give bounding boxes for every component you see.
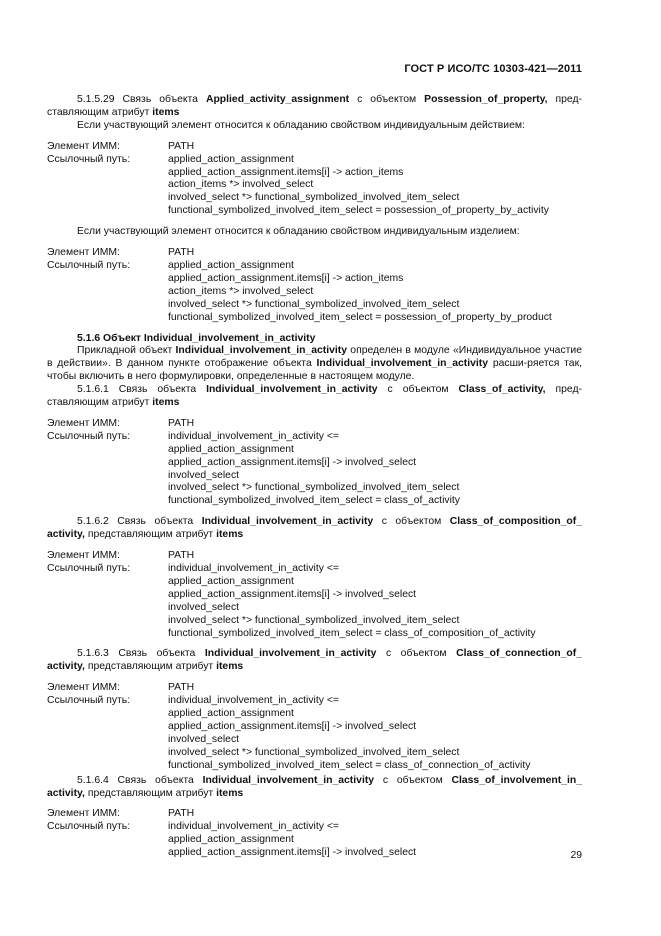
document-content [47,94,582,860]
clause-text: Прикладной объект [77,345,176,357]
section-heading [47,333,582,346]
clause-text: расши-ряется так, чтобы включить в него формулировки, определенные в настоящем модуле. [47,358,582,383]
attribute-name: items [216,661,244,673]
path-line: individual_involvement_in_activity <= [168,430,339,442]
clause-text: определен в модуле «Индивидуальное участие в действии». В данном пункте отображение объекта [47,345,583,370]
path-line: functional_symbolized_involved_item_select = class_of_composition_of_activity [168,627,536,639]
clause-text: с объектом [376,648,457,660]
path-line: involved_select [168,601,240,613]
path-line: applied_action_assignment.items[i] -> involved_select [168,588,417,600]
ref-path-lines [168,821,582,860]
path-line: individual_involvement_in_activity <= [168,695,339,707]
entity-name: Individual_involvement_in_activity [316,358,489,370]
attribute-name: items [216,787,244,799]
ref-path-lines [168,154,582,219]
section-number: 5.1.6 [77,332,101,344]
clause-text: 5.1.5.29 Связь объекта [77,94,206,105]
ref-path-label: Ссылочный путь: [47,563,131,574]
clause-text: представляющим атрибут [84,661,217,673]
entity-name: Individual_involvement_in_activity [201,516,374,528]
ref-path-label: Ссылочный путь: [47,259,131,271]
ref-path-label: Ссылочный путь: [47,695,131,707]
clause-5-1-6-2 [47,516,582,542]
clause-text: 5.1.6.1 Связь объекта [77,384,207,396]
ref-path-lines [168,431,582,508]
ref-path-lines [168,695,582,772]
clause-text: пред-ставляющим атрибут [47,94,582,118]
path-line: applied_action_assignment.items[i] -> involved_select [168,847,417,859]
clause-5-1-6-3 [47,648,582,674]
mapping-block [47,247,582,324]
entity-name: Individual_involvement_in_activity [206,384,378,396]
entity-name: Individual_involvement_in_activity [202,774,375,786]
page-number: 29 [570,850,582,861]
clause-text: 5.1.6.3 Связь объекта [77,648,205,660]
path-line: applied_action_assignment [168,259,294,271]
mapping-block [47,682,582,772]
path-line: involved_select *> functional_symbolized_involved_item_select [168,746,460,758]
mapping-block [47,550,582,640]
entity-name: Possession_of_property, [424,94,548,105]
attribute-name: items [152,397,180,409]
path-line: involved_select [168,733,240,745]
document-header: ГОСТ Р ИСО/ТС 10303-421—2011 [404,63,582,75]
section-entity: Individual_involvement_in_activity [143,332,316,344]
entity-name: Applied_activity_assignment [205,94,350,105]
entity-name: Class_of_composition_of_ activity, [47,516,582,541]
path-line: involved_select *> functional_symbolized_involved_item_select [168,298,460,310]
section-description [47,345,582,384]
path-line: applied_action_assignment [168,708,294,720]
imm-label: Элемент ИММ: [47,682,120,694]
path-line: applied_action_assignment.items[i] -> action_items [168,272,404,284]
path-line: individual_involvement_in_activity <= [168,563,339,574]
imm-label: Элемент ИММ: [47,140,120,152]
mapping-block [47,808,582,860]
entity-name: Individual_involvement_in_activity [175,345,348,357]
section-title: Объект [103,332,144,344]
path-line: individual_involvement_in_activity <= [168,821,339,833]
entity-name: Class_of_activity, [458,384,546,396]
path-line: involved_select [168,469,240,481]
path-line: applied_action_assignment.items[i] -> involved_select [168,456,417,468]
path-line: applied_action_assignment [168,443,294,455]
ref-path-label: Ссылочный путь: [47,821,131,833]
clause-5-1-6-4 [47,775,582,801]
imm-value: PATH [168,140,195,152]
ref-path-lines [168,563,582,640]
mapping-block [47,418,582,508]
attribute-name: items [152,106,180,118]
clause-text: с объектом [373,516,450,528]
path-line: functional_symbolized_involved_item_select = class_of_activity [168,495,460,507]
imm-label: Элемент ИММ: [47,417,120,429]
path-line: involved_select *> functional_symbolized_involved_item_select [168,482,460,494]
path-line: applied_action_assignment.items[i] -> involved_select [168,720,417,732]
clause-text: с объектом [377,384,459,396]
path-line: applied_action_assignment [168,834,294,846]
clause-text: с объектом [349,94,425,105]
imm-value: PATH [168,808,195,820]
imm-label: Элемент ИММ: [47,550,120,562]
imm-value: PATH [168,247,195,259]
clause-text: представляющим атрибут [84,529,217,541]
path-line: functional_symbolized_involved_item_select = class_of_connection_of_activity [168,759,531,771]
clause-text: представляющим атрибут [84,787,217,799]
attribute-name: items [216,529,244,541]
imm-label: Элемент ИММ: [47,808,120,820]
condition-note: Если участвующий элемент относится к обладанию свойством индивидуальным изделием: [77,226,520,238]
clause-5-1-6-1 [47,384,582,410]
clause-text: 5.1.6.2 Связь объекта [77,516,202,528]
path-line: action_items *> involved_select [168,285,314,297]
imm-value: PATH [168,550,195,562]
imm-value: PATH [168,682,195,694]
path-line: action_items *> involved_select [168,179,314,191]
path-line: involved_select *> functional_symbolized_involved_item_select [168,192,460,204]
path-line: applied_action_assignment [168,575,294,587]
path-line: functional_symbolized_involved_item_select = possession_of_property_by_activity [168,205,549,217]
entity-name: Class_of_involvement_in_ activity, [47,774,582,799]
clause-5-1-5-29 [47,94,582,120]
ref-path-lines [168,260,582,325]
path-line: functional_symbolized_involved_item_select = possession_of_property_by_product [168,311,552,323]
ref-path-label: Ссылочный путь: [47,153,131,165]
entity-name: Individual_involvement_in_activity [204,648,377,660]
condition-note: Если участвующий элемент относится к обладанию свойством индивидуальным действием: [77,119,525,131]
path-line: involved_select *> functional_symbolized_involved_item_select [168,614,460,626]
ref-path-label: Ссылочный путь: [47,430,131,442]
path-line: applied_action_assignment.items[i] -> action_items [168,166,404,178]
imm-label: Элемент ИММ: [47,247,120,259]
clause-text: пред-ставляющим атрибут [47,384,582,409]
clause-text: 5.1.6.4 Связь объекта [77,774,203,786]
clause-text: с объектом [374,774,452,786]
mapping-block [47,141,582,218]
entity-name: Class_of_connection_of_ activity, [47,648,582,673]
path-line: applied_action_assignment [168,153,294,165]
imm-value: PATH [168,417,195,429]
